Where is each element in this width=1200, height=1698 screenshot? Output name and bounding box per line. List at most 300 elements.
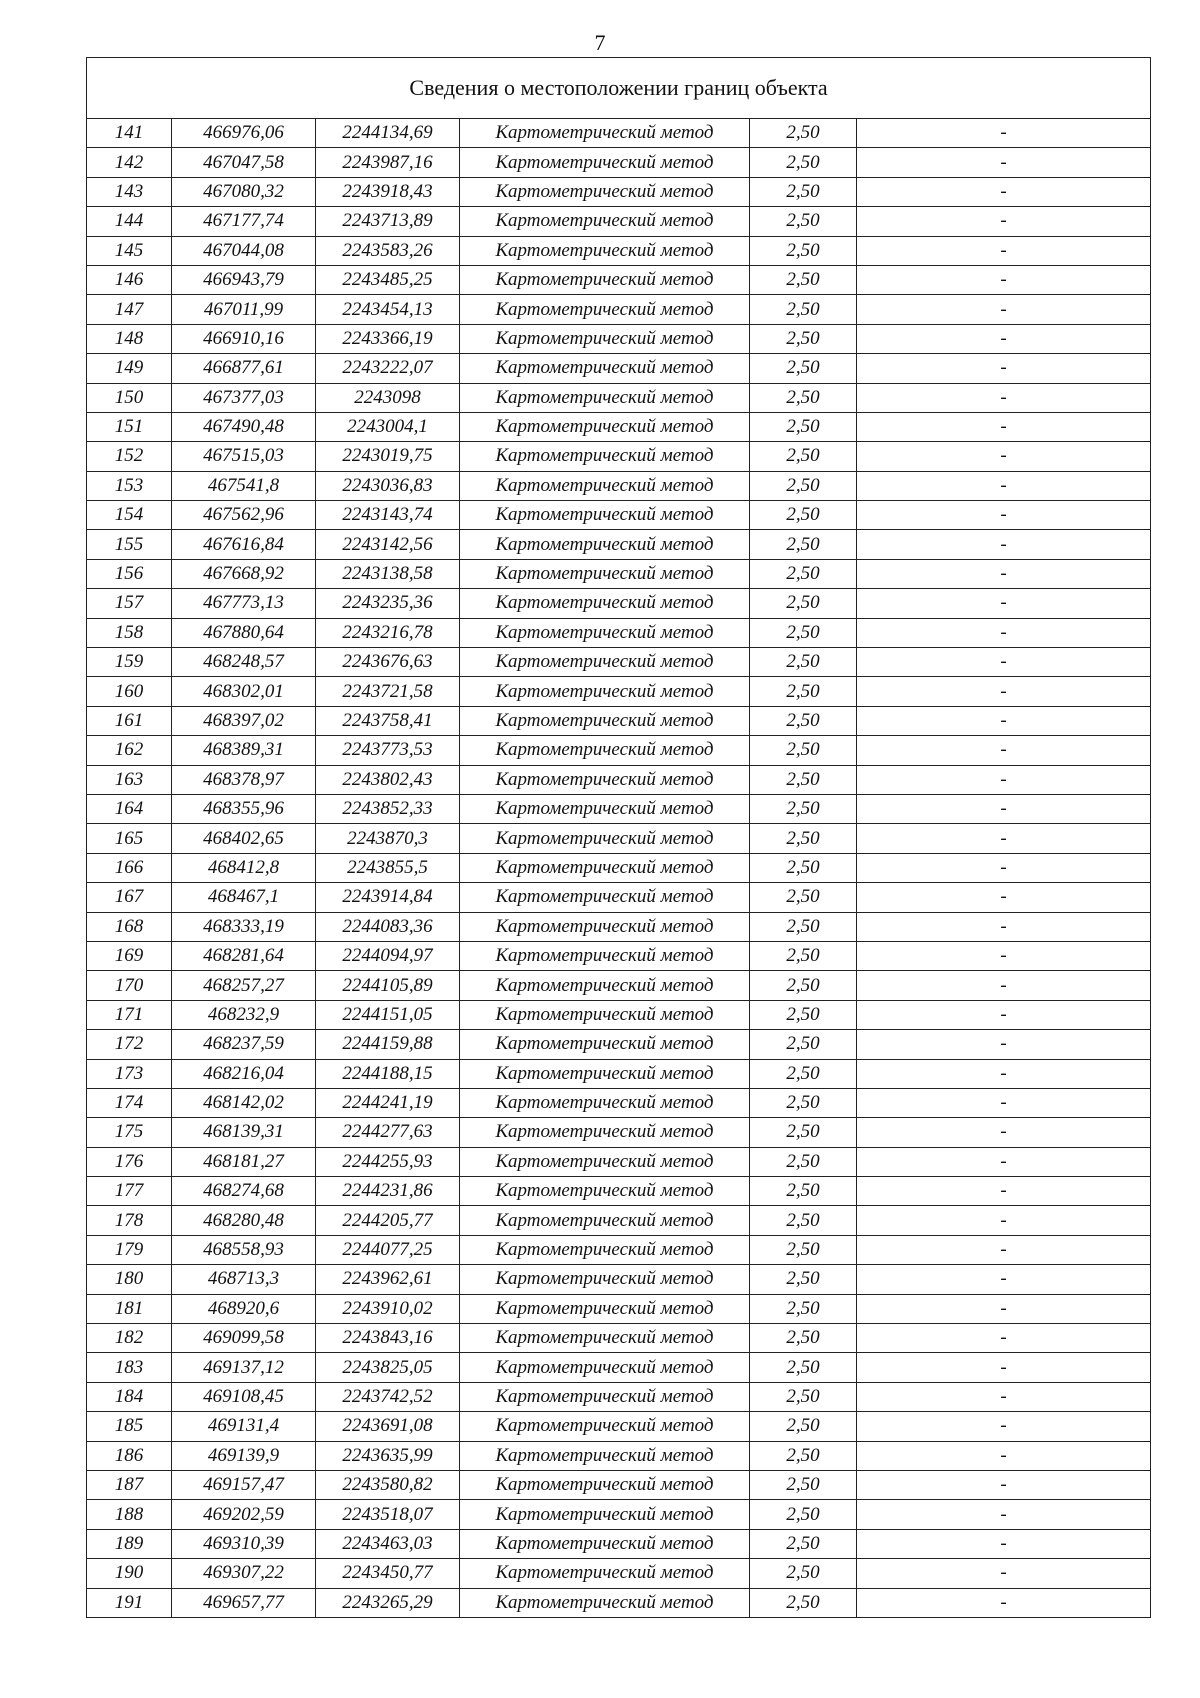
- accuracy-cell: 2,50: [750, 1265, 857, 1294]
- table-row: [87, 1030, 1151, 1059]
- table-row: [87, 648, 1151, 677]
- table-row: [87, 1088, 1151, 1117]
- point-number-cell: 175: [87, 1118, 172, 1147]
- x-coordinate-cell: 467377,03: [172, 383, 316, 412]
- accuracy-cell: 2,50: [750, 471, 857, 500]
- description-cell: -: [857, 1588, 1151, 1617]
- table-row: [87, 941, 1151, 970]
- table-title-row: [87, 58, 1151, 119]
- x-coordinate-cell: 468558,93: [172, 1235, 316, 1264]
- point-number-cell: 172: [87, 1030, 172, 1059]
- table-title: Сведения о местоположении границ объекта: [87, 58, 1151, 119]
- y-coordinate-cell: 2243910,02: [316, 1294, 460, 1323]
- accuracy-cell: 2,50: [750, 853, 857, 882]
- method-cell: Картометрический метод: [460, 1324, 750, 1353]
- point-number-cell: 159: [87, 648, 172, 677]
- description-cell: -: [857, 119, 1151, 148]
- table-row: [87, 1206, 1151, 1235]
- x-coordinate-cell: 468412,8: [172, 853, 316, 882]
- method-cell: Картометрический метод: [460, 589, 750, 618]
- description-cell: -: [857, 1470, 1151, 1499]
- table-row: [87, 618, 1151, 647]
- table-row: [87, 1265, 1151, 1294]
- point-number-cell: 189: [87, 1529, 172, 1558]
- table-row: [87, 1353, 1151, 1382]
- table-row: [87, 354, 1151, 383]
- method-cell: Картометрический метод: [460, 471, 750, 500]
- x-coordinate-cell: 466976,06: [172, 119, 316, 148]
- y-coordinate-cell: 2243676,63: [316, 648, 460, 677]
- method-cell: Картометрический метод: [460, 324, 750, 353]
- accuracy-cell: 2,50: [750, 736, 857, 765]
- description-cell: -: [857, 765, 1151, 794]
- x-coordinate-cell: 468274,68: [172, 1177, 316, 1206]
- point-number-cell: 165: [87, 824, 172, 853]
- x-coordinate-cell: 466943,79: [172, 265, 316, 294]
- method-cell: Картометрический метод: [460, 1059, 750, 1088]
- method-cell: Картометрический метод: [460, 1265, 750, 1294]
- description-cell: -: [857, 530, 1151, 559]
- point-number-cell: 148: [87, 324, 172, 353]
- point-number-cell: 164: [87, 794, 172, 823]
- y-coordinate-cell: 2243463,03: [316, 1529, 460, 1558]
- point-number-cell: 174: [87, 1088, 172, 1117]
- description-cell: -: [857, 1382, 1151, 1411]
- x-coordinate-cell: 469310,39: [172, 1529, 316, 1558]
- y-coordinate-cell: 2244094,97: [316, 941, 460, 970]
- method-cell: Картометрический метод: [460, 1206, 750, 1235]
- table-body: [87, 119, 1151, 1618]
- table-row: [87, 559, 1151, 588]
- y-coordinate-cell: 2243454,13: [316, 295, 460, 324]
- point-number-cell: 149: [87, 354, 172, 383]
- point-number-cell: 177: [87, 1177, 172, 1206]
- y-coordinate-cell: 2243143,74: [316, 501, 460, 530]
- x-coordinate-cell: 469099,58: [172, 1324, 316, 1353]
- x-coordinate-cell: 467080,32: [172, 177, 316, 206]
- table-row: [87, 295, 1151, 324]
- y-coordinate-cell: 2243222,07: [316, 354, 460, 383]
- description-cell: -: [857, 1500, 1151, 1529]
- x-coordinate-cell: 468302,01: [172, 677, 316, 706]
- point-number-cell: 168: [87, 912, 172, 941]
- method-cell: Картометрический метод: [460, 971, 750, 1000]
- y-coordinate-cell: 2243713,89: [316, 207, 460, 236]
- table-row: [87, 971, 1151, 1000]
- point-number-cell: 146: [87, 265, 172, 294]
- point-number-cell: 190: [87, 1559, 172, 1588]
- method-cell: Картометрический метод: [460, 119, 750, 148]
- method-cell: Картометрический метод: [460, 618, 750, 647]
- method-cell: Картометрический метод: [460, 706, 750, 735]
- method-cell: Картометрический метод: [460, 1118, 750, 1147]
- method-cell: Картометрический метод: [460, 941, 750, 970]
- y-coordinate-cell: 2243485,25: [316, 265, 460, 294]
- y-coordinate-cell: 2243138,58: [316, 559, 460, 588]
- accuracy-cell: 2,50: [750, 941, 857, 970]
- table-row: [87, 824, 1151, 853]
- accuracy-cell: 2,50: [750, 1294, 857, 1323]
- table-row: [87, 1529, 1151, 1558]
- x-coordinate-cell: 467541,8: [172, 471, 316, 500]
- accuracy-cell: 2,50: [750, 618, 857, 647]
- y-coordinate-cell: 2244134,69: [316, 119, 460, 148]
- point-number-cell: 141: [87, 119, 172, 148]
- point-number-cell: 153: [87, 471, 172, 500]
- point-number-cell: 183: [87, 1353, 172, 1382]
- point-number-cell: 163: [87, 765, 172, 794]
- x-coordinate-cell: 468248,57: [172, 648, 316, 677]
- method-cell: Картометрический метод: [460, 295, 750, 324]
- table-row: [87, 1118, 1151, 1147]
- description-cell: -: [857, 207, 1151, 236]
- method-cell: Картометрический метод: [460, 794, 750, 823]
- point-number-cell: 157: [87, 589, 172, 618]
- point-number-cell: 144: [87, 207, 172, 236]
- method-cell: Картометрический метод: [460, 1588, 750, 1617]
- accuracy-cell: 2,50: [750, 177, 857, 206]
- boundary-coordinates-table: [86, 57, 1151, 1618]
- point-number-cell: 176: [87, 1147, 172, 1176]
- method-cell: Картометрический метод: [460, 883, 750, 912]
- x-coordinate-cell: 468355,96: [172, 794, 316, 823]
- point-number-cell: 181: [87, 1294, 172, 1323]
- point-number-cell: 179: [87, 1235, 172, 1264]
- accuracy-cell: 2,50: [750, 1147, 857, 1176]
- table-row: [87, 412, 1151, 441]
- accuracy-cell: 2,50: [750, 912, 857, 941]
- table-row: [87, 677, 1151, 706]
- point-number-cell: 151: [87, 412, 172, 441]
- table-row: [87, 1412, 1151, 1441]
- description-cell: -: [857, 1177, 1151, 1206]
- point-number-cell: 184: [87, 1382, 172, 1411]
- accuracy-cell: 2,50: [750, 119, 857, 148]
- accuracy-cell: 2,50: [750, 1118, 857, 1147]
- method-cell: Картометрический метод: [460, 442, 750, 471]
- point-number-cell: 170: [87, 971, 172, 1000]
- page-number: 7: [594, 30, 606, 55]
- point-number-cell: 178: [87, 1206, 172, 1235]
- y-coordinate-cell: 2244077,25: [316, 1235, 460, 1264]
- y-coordinate-cell: 2244231,86: [316, 1177, 460, 1206]
- description-cell: -: [857, 324, 1151, 353]
- y-coordinate-cell: 2243843,16: [316, 1324, 460, 1353]
- x-coordinate-cell: 468181,27: [172, 1147, 316, 1176]
- description-cell: -: [857, 1294, 1151, 1323]
- accuracy-cell: 2,50: [750, 207, 857, 236]
- x-coordinate-cell: 469137,12: [172, 1353, 316, 1382]
- method-cell: Картометрический метод: [460, 736, 750, 765]
- accuracy-cell: 2,50: [750, 1470, 857, 1499]
- accuracy-cell: 2,50: [750, 295, 857, 324]
- x-coordinate-cell: 468920,6: [172, 1294, 316, 1323]
- method-cell: Картометрический метод: [460, 354, 750, 383]
- accuracy-cell: 2,50: [750, 1412, 857, 1441]
- method-cell: Картометрический метод: [460, 265, 750, 294]
- x-coordinate-cell: 467515,03: [172, 442, 316, 471]
- description-cell: -: [857, 295, 1151, 324]
- method-cell: Картометрический метод: [460, 648, 750, 677]
- x-coordinate-cell: 468232,9: [172, 1000, 316, 1029]
- accuracy-cell: 2,50: [750, 971, 857, 1000]
- y-coordinate-cell: 2244277,63: [316, 1118, 460, 1147]
- description-cell: -: [857, 1324, 1151, 1353]
- x-coordinate-cell: 469131,4: [172, 1412, 316, 1441]
- x-coordinate-cell: 469657,77: [172, 1588, 316, 1617]
- description-cell: -: [857, 912, 1151, 941]
- y-coordinate-cell: 2243450,77: [316, 1559, 460, 1588]
- description-cell: -: [857, 265, 1151, 294]
- point-number-cell: 145: [87, 236, 172, 265]
- table-row: [87, 1235, 1151, 1264]
- description-cell: -: [857, 412, 1151, 441]
- accuracy-cell: 2,50: [750, 1441, 857, 1470]
- method-cell: Картометрический метод: [460, 1500, 750, 1529]
- description-cell: -: [857, 1030, 1151, 1059]
- table-row: [87, 1147, 1151, 1176]
- accuracy-cell: 2,50: [750, 677, 857, 706]
- y-coordinate-cell: 2244151,05: [316, 1000, 460, 1029]
- description-cell: -: [857, 1235, 1151, 1264]
- x-coordinate-cell: 467490,48: [172, 412, 316, 441]
- point-number-cell: 186: [87, 1441, 172, 1470]
- description-cell: -: [857, 883, 1151, 912]
- point-number-cell: 147: [87, 295, 172, 324]
- description-cell: -: [857, 1441, 1151, 1470]
- x-coordinate-cell: 469202,59: [172, 1500, 316, 1529]
- y-coordinate-cell: 2243870,3: [316, 824, 460, 853]
- y-coordinate-cell: 2243004,1: [316, 412, 460, 441]
- description-cell: -: [857, 442, 1151, 471]
- x-coordinate-cell: 468467,1: [172, 883, 316, 912]
- method-cell: Картометрический метод: [460, 853, 750, 882]
- description-cell: -: [857, 1059, 1151, 1088]
- point-number-cell: 152: [87, 442, 172, 471]
- point-number-cell: 171: [87, 1000, 172, 1029]
- description-cell: -: [857, 1529, 1151, 1558]
- table-row: [87, 1470, 1151, 1499]
- x-coordinate-cell: 466877,61: [172, 354, 316, 383]
- description-cell: -: [857, 1206, 1151, 1235]
- description-cell: -: [857, 853, 1151, 882]
- accuracy-cell: 2,50: [750, 501, 857, 530]
- accuracy-cell: 2,50: [750, 824, 857, 853]
- y-coordinate-cell: 2244205,77: [316, 1206, 460, 1235]
- y-coordinate-cell: 2243987,16: [316, 148, 460, 177]
- accuracy-cell: 2,50: [750, 1177, 857, 1206]
- x-coordinate-cell: 468216,04: [172, 1059, 316, 1088]
- table-row: [87, 765, 1151, 794]
- x-coordinate-cell: 469157,47: [172, 1470, 316, 1499]
- table-row: [87, 324, 1151, 353]
- accuracy-cell: 2,50: [750, 1500, 857, 1529]
- method-cell: Картометрический метод: [460, 1177, 750, 1206]
- y-coordinate-cell: 2243019,75: [316, 442, 460, 471]
- accuracy-cell: 2,50: [750, 648, 857, 677]
- x-coordinate-cell: 467011,99: [172, 295, 316, 324]
- accuracy-cell: 2,50: [750, 1529, 857, 1558]
- y-coordinate-cell: 2243036,83: [316, 471, 460, 500]
- x-coordinate-cell: 467616,84: [172, 530, 316, 559]
- y-coordinate-cell: 2243825,05: [316, 1353, 460, 1382]
- x-coordinate-cell: 469108,45: [172, 1382, 316, 1411]
- x-coordinate-cell: 468378,97: [172, 765, 316, 794]
- description-cell: -: [857, 177, 1151, 206]
- point-number-cell: 180: [87, 1265, 172, 1294]
- accuracy-cell: 2,50: [750, 1059, 857, 1088]
- description-cell: -: [857, 1147, 1151, 1176]
- description-cell: -: [857, 589, 1151, 618]
- point-number-cell: 154: [87, 501, 172, 530]
- y-coordinate-cell: 2244188,15: [316, 1059, 460, 1088]
- table-row: [87, 1177, 1151, 1206]
- y-coordinate-cell: 2243721,58: [316, 677, 460, 706]
- accuracy-cell: 2,50: [750, 1000, 857, 1029]
- description-cell: -: [857, 1353, 1151, 1382]
- table-row: [87, 207, 1151, 236]
- table-row: [87, 853, 1151, 882]
- x-coordinate-cell: 467562,96: [172, 501, 316, 530]
- x-coordinate-cell: 469307,22: [172, 1559, 316, 1588]
- x-coordinate-cell: 467044,08: [172, 236, 316, 265]
- description-cell: -: [857, 383, 1151, 412]
- accuracy-cell: 2,50: [750, 412, 857, 441]
- method-cell: Картометрический метод: [460, 559, 750, 588]
- accuracy-cell: 2,50: [750, 1206, 857, 1235]
- accuracy-cell: 2,50: [750, 354, 857, 383]
- accuracy-cell: 2,50: [750, 1559, 857, 1588]
- y-coordinate-cell: 2243855,5: [316, 853, 460, 882]
- method-cell: Картометрический метод: [460, 765, 750, 794]
- y-coordinate-cell: 2243773,53: [316, 736, 460, 765]
- accuracy-cell: 2,50: [750, 765, 857, 794]
- y-coordinate-cell: 2243216,78: [316, 618, 460, 647]
- table-row: [87, 148, 1151, 177]
- method-cell: Картометрический метод: [460, 1294, 750, 1323]
- y-coordinate-cell: 2243635,99: [316, 1441, 460, 1470]
- point-number-cell: 155: [87, 530, 172, 559]
- method-cell: Картометрический метод: [460, 1088, 750, 1117]
- accuracy-cell: 2,50: [750, 383, 857, 412]
- table-row: [87, 1588, 1151, 1617]
- method-cell: Картометрический метод: [460, 1412, 750, 1441]
- method-cell: Картометрический метод: [460, 383, 750, 412]
- table-row: [87, 1000, 1151, 1029]
- description-cell: -: [857, 501, 1151, 530]
- accuracy-cell: 2,50: [750, 530, 857, 559]
- y-coordinate-cell: 2243758,41: [316, 706, 460, 735]
- description-cell: -: [857, 618, 1151, 647]
- point-number-cell: 161: [87, 706, 172, 735]
- method-cell: Картометрический метод: [460, 148, 750, 177]
- method-cell: Картометрический метод: [460, 1529, 750, 1558]
- point-number-cell: 188: [87, 1500, 172, 1529]
- table-row: [87, 706, 1151, 735]
- table-row: [87, 1324, 1151, 1353]
- method-cell: Картометрический метод: [460, 912, 750, 941]
- point-number-cell: 143: [87, 177, 172, 206]
- description-cell: -: [857, 559, 1151, 588]
- table-row: [87, 530, 1151, 559]
- description-cell: -: [857, 824, 1151, 853]
- method-cell: Картометрический метод: [460, 1470, 750, 1499]
- description-cell: -: [857, 1118, 1151, 1147]
- point-number-cell: 156: [87, 559, 172, 588]
- accuracy-cell: 2,50: [750, 1030, 857, 1059]
- method-cell: Картометрический метод: [460, 412, 750, 441]
- description-cell: -: [857, 1088, 1151, 1117]
- x-coordinate-cell: 466910,16: [172, 324, 316, 353]
- y-coordinate-cell: 2243235,36: [316, 589, 460, 618]
- accuracy-cell: 2,50: [750, 265, 857, 294]
- method-cell: Картометрический метод: [460, 530, 750, 559]
- method-cell: Картометрический метод: [460, 1030, 750, 1059]
- table-row: [87, 236, 1151, 265]
- method-cell: Картометрический метод: [460, 1147, 750, 1176]
- method-cell: Картометрический метод: [460, 1235, 750, 1264]
- method-cell: Картометрический метод: [460, 501, 750, 530]
- method-cell: Картометрический метод: [460, 236, 750, 265]
- point-number-cell: 142: [87, 148, 172, 177]
- accuracy-cell: 2,50: [750, 236, 857, 265]
- y-coordinate-cell: 2243962,61: [316, 1265, 460, 1294]
- table-row: [87, 912, 1151, 941]
- y-coordinate-cell: 2243691,08: [316, 1412, 460, 1441]
- description-cell: -: [857, 941, 1151, 970]
- point-number-cell: 182: [87, 1324, 172, 1353]
- accuracy-cell: 2,50: [750, 706, 857, 735]
- x-coordinate-cell: 468139,31: [172, 1118, 316, 1147]
- y-coordinate-cell: 2243914,84: [316, 883, 460, 912]
- description-cell: -: [857, 471, 1151, 500]
- point-number-cell: 162: [87, 736, 172, 765]
- y-coordinate-cell: 2243583,26: [316, 236, 460, 265]
- description-cell: -: [857, 1412, 1151, 1441]
- y-coordinate-cell: 2243518,07: [316, 1500, 460, 1529]
- point-number-cell: 173: [87, 1059, 172, 1088]
- x-coordinate-cell: 469139,9: [172, 1441, 316, 1470]
- table-row: [87, 589, 1151, 618]
- method-cell: Картометрический метод: [460, 677, 750, 706]
- description-cell: -: [857, 1265, 1151, 1294]
- accuracy-cell: 2,50: [750, 589, 857, 618]
- y-coordinate-cell: 2243098: [316, 383, 460, 412]
- table-row: [87, 1441, 1151, 1470]
- x-coordinate-cell: 468280,48: [172, 1206, 316, 1235]
- point-number-cell: 169: [87, 941, 172, 970]
- description-cell: -: [857, 971, 1151, 1000]
- table-row: [87, 119, 1151, 148]
- x-coordinate-cell: 468142,02: [172, 1088, 316, 1117]
- method-cell: Картометрический метод: [460, 1382, 750, 1411]
- y-coordinate-cell: 2243580,82: [316, 1470, 460, 1499]
- x-coordinate-cell: 468713,3: [172, 1265, 316, 1294]
- method-cell: Картометрический метод: [460, 1353, 750, 1382]
- method-cell: Картометрический метод: [460, 1441, 750, 1470]
- description-cell: -: [857, 148, 1151, 177]
- point-number-cell: 158: [87, 618, 172, 647]
- accuracy-cell: 2,50: [750, 1382, 857, 1411]
- table-row: [87, 736, 1151, 765]
- x-coordinate-cell: 468257,27: [172, 971, 316, 1000]
- table-row: [87, 177, 1151, 206]
- point-number-cell: 185: [87, 1412, 172, 1441]
- point-number-cell: 166: [87, 853, 172, 882]
- y-coordinate-cell: 2243918,43: [316, 177, 460, 206]
- method-cell: Картометрический метод: [460, 207, 750, 236]
- table-row: [87, 471, 1151, 500]
